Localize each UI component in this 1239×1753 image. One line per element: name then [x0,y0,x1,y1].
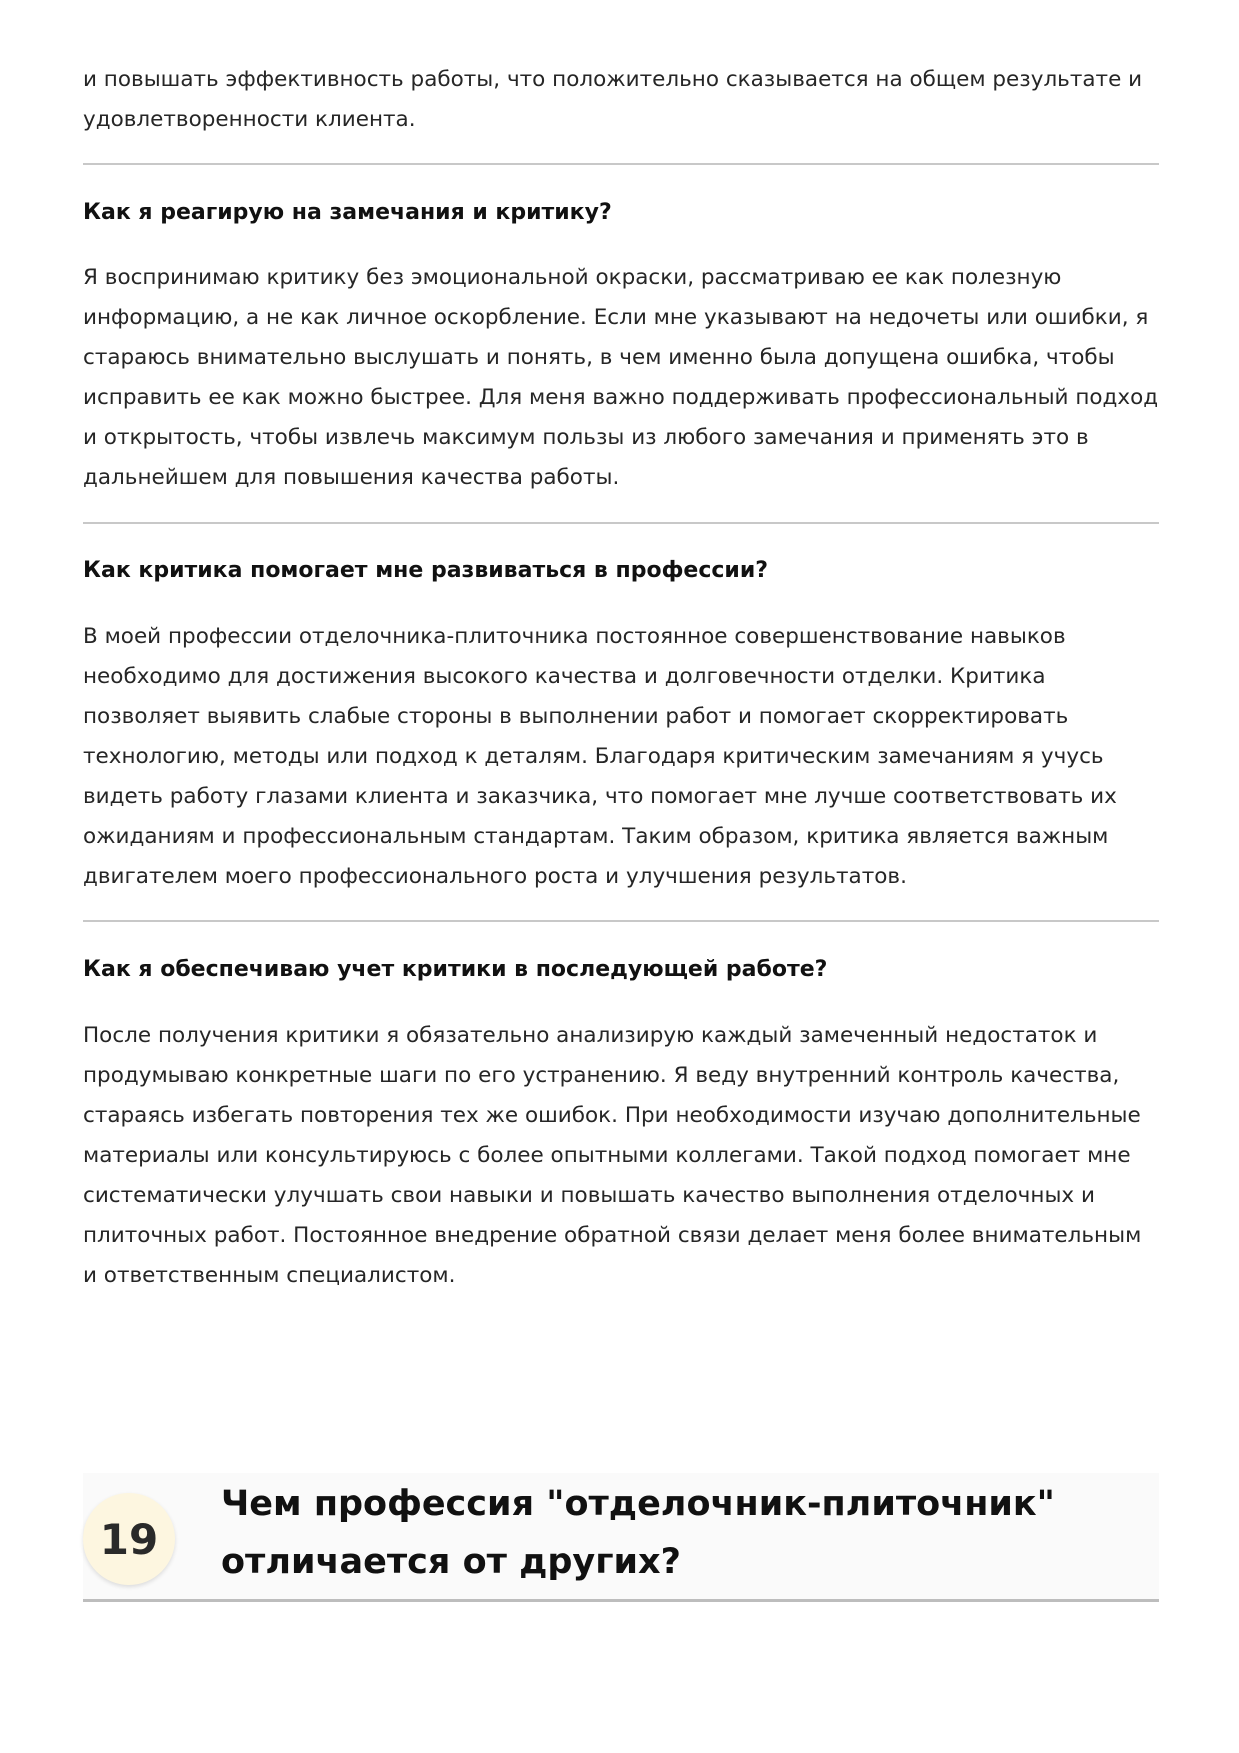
intro-paragraph [83,60,1159,140]
section-question: Как я обеспечиваю учет критики в последующей работе? [83,957,828,982]
section-answer-text: В моей профессии отделочника-плиточника постоянное совершенствование навыков необходимо для достижения высокого качества и долговечности отделки. Критика позволяет выявить слабые стороны в выполнении работ и помогает скорректировать технологию, методы или подход к деталям. Благодаря критическим замечаниям я учусь видеть работу глазами клиента и заказчика, что помогает мне лучше соответствовать их ожиданиям и профессиональным стандартам. Таким образом, критика является важным двигателем моего профессионального роста и улучшения результатов. [83,624,1117,889]
chapter-header [83,1473,1159,1602]
section-divider [83,522,1159,524]
chapter-number-badge: 19 [83,1493,175,1585]
section-answer-text: После получения критики я обязательно анализирую каждый замеченный недостаток и продумываю конкретные шаги по его устранению. Я веду внутренний контроль качества, стараясь избегать повторения тех же ошибок. При необходимости изучаю дополнительные материалы или консультируюсь с более опытными коллегами. Такой подход помогает мне систематически улучшать свои навыки и повышать качество выполнения отделочных и плиточных работ. Постоянное внедрение обратной связи делает меня более внимательным и ответственным специалистом. [83,1023,1142,1288]
section-answer [83,258,1159,498]
section-question: Как я реагирую на замечания и критику? [83,200,612,225]
section-divider [83,163,1159,165]
section-answer [83,617,1159,897]
chapter-title: Чем профессия "отделочник-плиточник" отличается от других? [221,1484,1055,1582]
section-question: Как критика помогает мне развиваться в профессии? [83,558,768,583]
intro-text: и повышать эффективность работы, что положительно сказывается на общем результате и удовлетворенности клиента. [83,67,1143,132]
section-answer [83,1016,1159,1296]
section-divider [83,920,1159,922]
section-answer-text: Я воспринимаю критику без эмоциональной окраски, рассматриваю ее как полезную информацию, а не как личное оскорбление. Если мне указывают на недочеты или ошибки, я стараюсь внимательно выслушать и понять, в чем именно была допущена ошибка, чтобы исправить ее как можно быстрее. Для меня важно поддерживать профессиональный подход и открытость, чтобы извлечь максимум пользы из любого замечания и применять это в дальнейшем для повышения качества работы. [83,265,1159,490]
